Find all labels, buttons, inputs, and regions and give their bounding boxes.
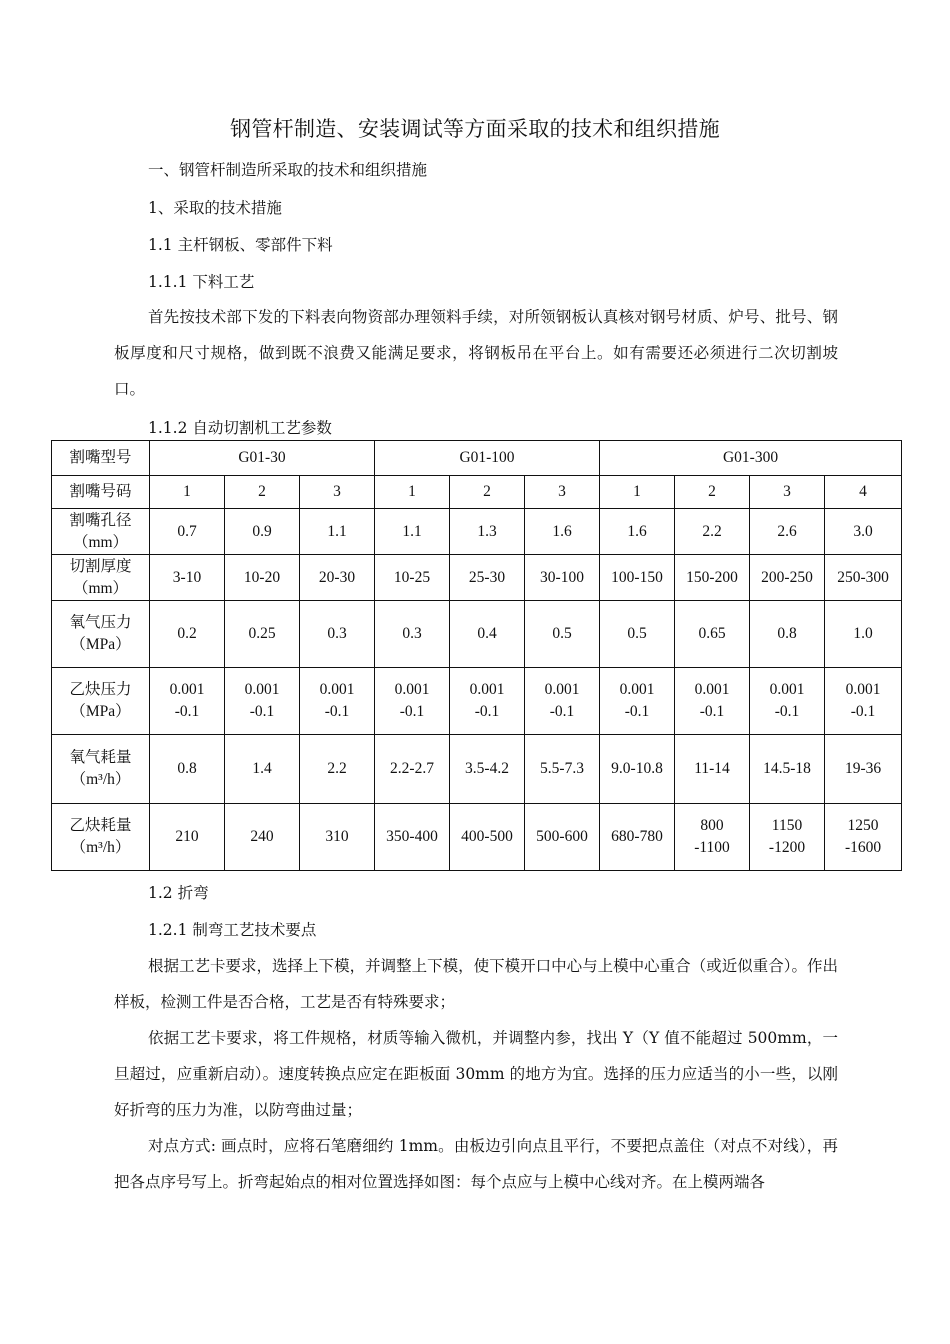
- table-cell: [825, 668, 902, 735]
- cell-line: -0.1: [399, 703, 425, 720]
- table-cell: 100-150: [600, 555, 675, 601]
- table-cell: 0.5: [525, 601, 600, 668]
- table-cell: 2.6: [750, 509, 825, 555]
- cell-line: 0.001: [244, 681, 280, 698]
- cell-line: -0.1: [774, 703, 800, 720]
- heading-cutting: 1.1 主杆钢板、零部件下料: [148, 236, 333, 254]
- table-cell: 0.8: [750, 601, 825, 668]
- table-cell: 350-400: [375, 804, 450, 871]
- table-cell: 3: [525, 476, 600, 509]
- cell-line: -0.1: [624, 703, 650, 720]
- heading-bending: 1.2 折弯: [148, 884, 209, 902]
- table-cell: 4: [825, 476, 902, 509]
- row-label-unit: （mm）: [72, 533, 129, 551]
- table-cell: 0.4: [450, 601, 525, 668]
- table-cell: 2: [450, 476, 525, 509]
- cell-line: -0.1: [249, 703, 275, 720]
- cutting-params-table: [51, 440, 902, 871]
- table-cell: 1.1: [375, 509, 450, 555]
- row-label: [52, 668, 150, 735]
- cell-line: -1100: [694, 839, 730, 856]
- paragraph-bending-3: 对点方式: 画点时，应将石笔磨细约 1mm。由板边引向点且平行，不要把点盖住（对点不对线），再把各点序号写上。折弯起始点的相对位置选择如图：每个点应与上模中心线对齐。在上模两端各: [114, 1137, 838, 1191]
- table-cell: 3.5-4.2: [450, 735, 525, 804]
- table-row: [52, 735, 902, 804]
- row-label: 割嘴号码: [52, 476, 150, 509]
- table-row: [52, 555, 902, 601]
- table-cell: 2: [675, 476, 750, 509]
- table-cell: 3.0: [825, 509, 902, 555]
- table-cell: 250-300: [825, 555, 902, 601]
- table-cell: 400-500: [450, 804, 525, 871]
- paragraph-bending-2: 依据工艺卡要求，将工件规格，材质等输入微机，并调整内参，找出 Y（Y 值不能超过 500mm，一旦超过，应重新启动）。速度转换点应定在距板面 30mm 的地方为宜。选择的压力应适当的小一些，以刚好折弯的压力为准，以防弯曲过量；: [114, 1029, 838, 1119]
- table-cell: [750, 804, 825, 871]
- table-cell: [675, 668, 750, 735]
- cell-line: -1200: [768, 839, 806, 856]
- cell-line: 0.001: [469, 681, 505, 698]
- heading-cutting-process: 1.1.1 下料工艺: [148, 273, 255, 291]
- heading-bending-key-points: 1.2.1 制弯工艺技术要点: [148, 921, 317, 939]
- table-cell: 10-25: [375, 555, 450, 601]
- table-cell: 1.0: [825, 601, 902, 668]
- table-cell: 0.65: [675, 601, 750, 668]
- cell-line: 0.001: [619, 681, 655, 698]
- group-header: G01-100: [375, 441, 600, 476]
- table-cell: 210: [150, 804, 225, 871]
- table-cell: 2.2: [675, 509, 750, 555]
- cell-line: -0.1: [850, 703, 876, 720]
- table-cell: 1.6: [525, 509, 600, 555]
- table-cell: 0.2: [150, 601, 225, 668]
- table-cell: [525, 668, 600, 735]
- table-row: [52, 476, 902, 509]
- cell-line: 1250: [847, 817, 879, 834]
- table-cell: [150, 668, 225, 735]
- paragraph-bending-1: 根据工艺卡要求，选择上下模，并调整上下模，使下模开口中心与上模中心重合（或近似重合）。作出样板，检测工件是否合格，工艺是否有特殊要求；: [114, 957, 838, 1011]
- table-cell: 11-14: [675, 735, 750, 804]
- table-row: [52, 601, 902, 668]
- table-cell: 0.3: [300, 601, 375, 668]
- table-cell: 10-20: [225, 555, 300, 601]
- row-label-text: 乙炔压力: [69, 681, 132, 698]
- cell-line: 0.001: [169, 681, 205, 698]
- table-cell: 2.2-2.7: [375, 735, 450, 804]
- table-cell: 1: [375, 476, 450, 509]
- cell-line: 0.001: [544, 681, 580, 698]
- table-cell: 19-36: [825, 735, 902, 804]
- heading-technical-measures: 1、采取的技术措施: [148, 199, 282, 217]
- table-cell: 680-780: [600, 804, 675, 871]
- row-label: [52, 804, 150, 871]
- table-cell: 1.4: [225, 735, 300, 804]
- table-cell: 1.3: [450, 509, 525, 555]
- cell-line: 1150: [771, 817, 803, 834]
- paragraph-cutting-process: 首先按技术部下发的下料表向物资部办理领料手续，对所领钢板认真核对钢号材质、炉号、批号、钢板厚度和尺寸规格，做到既不浪费又能满足要求，将钢板吊在平台上。如有需要还必须进行二次切割坡口。: [114, 308, 838, 398]
- cell-line: 800: [700, 817, 724, 834]
- table-cell: 310: [300, 804, 375, 871]
- cell-line: -0.1: [324, 703, 350, 720]
- table-cell: [225, 668, 300, 735]
- row-label-text: 氧气压力: [69, 614, 132, 631]
- table-cell: 150-200: [675, 555, 750, 601]
- table-cell: [750, 668, 825, 735]
- heading-auto-cutting-params: 1.1.2 自动切割机工艺参数: [148, 419, 332, 437]
- row-label-text: 乙炔耗量: [69, 817, 132, 834]
- table-cell: 0.8: [150, 735, 225, 804]
- table-row: [52, 441, 902, 476]
- table-cell: 200-250: [750, 555, 825, 601]
- table-cell: [675, 804, 750, 871]
- group-header: G01-30: [150, 441, 375, 476]
- row-label-text: 切割厚度: [69, 557, 132, 575]
- cell-line: 0.001: [394, 681, 430, 698]
- row-label-text: 氧气耗量: [69, 749, 132, 766]
- table-cell: 2.2: [300, 735, 375, 804]
- cell-line: 0.001: [319, 681, 355, 698]
- table-cell: [450, 668, 525, 735]
- row-label-text: 割嘴孔径: [69, 511, 132, 529]
- cell-line: -0.1: [699, 703, 725, 720]
- table-cell: 0.3: [375, 601, 450, 668]
- heading-section-1: 一、钢管杆制造所采取的技术和组织措施: [148, 161, 428, 179]
- table-row: [52, 668, 902, 735]
- table-cell: 25-30: [450, 555, 525, 601]
- table-cell: 500-600: [525, 804, 600, 871]
- cell-line: -1600: [844, 839, 882, 856]
- table-cell: 5.5-7.3: [525, 735, 600, 804]
- table-cell: 0.7: [150, 509, 225, 555]
- table-cell: 9.0-10.8: [600, 735, 675, 804]
- table-cell: [600, 668, 675, 735]
- table-cell: 1.1: [300, 509, 375, 555]
- table-cell: 3: [300, 476, 375, 509]
- row-label-unit: （mm）: [72, 579, 129, 597]
- row-label-unit: （MPa）: [70, 636, 131, 653]
- table-cell: 0.9: [225, 509, 300, 555]
- cell-line: 0.001: [694, 681, 730, 698]
- table-cell: 0.25: [225, 601, 300, 668]
- table-cell: 0.5: [600, 601, 675, 668]
- table-cell: [300, 668, 375, 735]
- table-row: [52, 509, 902, 555]
- row-label: [52, 601, 150, 668]
- table-cell: 240: [225, 804, 300, 871]
- table-cell: 20-30: [300, 555, 375, 601]
- cell-line: -0.1: [474, 703, 500, 720]
- row-label: [52, 509, 150, 555]
- table-row: [52, 804, 902, 871]
- table-cell: 3: [750, 476, 825, 509]
- table-cell: 2: [225, 476, 300, 509]
- cell-line: -0.1: [174, 703, 200, 720]
- cell-line: 0.001: [769, 681, 805, 698]
- table-cell: 30-100: [525, 555, 600, 601]
- table-cell: 1.6: [600, 509, 675, 555]
- table-cell: [825, 804, 902, 871]
- cell-line: -0.1: [549, 703, 575, 720]
- document-title: 钢管杆制造、安装调试等方面采取的技术和组织措施: [230, 117, 720, 141]
- row-label: [52, 555, 150, 601]
- table-cell: [375, 668, 450, 735]
- row-label: 割嘴型号: [52, 441, 150, 476]
- group-header: G01-300: [600, 441, 902, 476]
- table-cell: 3-10: [150, 555, 225, 601]
- row-label-unit: （m³/h）: [70, 839, 131, 856]
- row-label-unit: （m³/h）: [70, 771, 131, 788]
- row-label: [52, 735, 150, 804]
- table-cell: 1: [150, 476, 225, 509]
- table-cell: 14.5-18: [750, 735, 825, 804]
- table-cell: 1: [600, 476, 675, 509]
- cell-line: 0.001: [845, 681, 881, 698]
- row-label-unit: （MPa）: [70, 703, 131, 720]
